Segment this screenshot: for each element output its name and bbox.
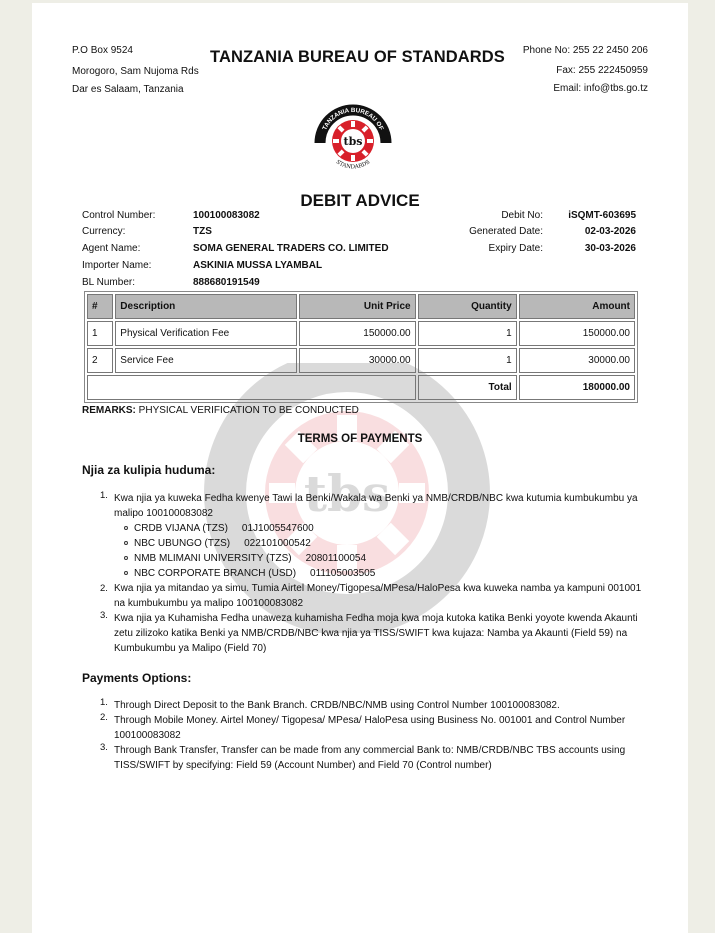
agent-name-value: SOMA GENERAL TRADERS CO. LIMITED bbox=[193, 243, 389, 254]
row-amount: 30000.00 bbox=[519, 348, 635, 373]
tbs-logo-icon bbox=[314, 101, 392, 173]
address-street: Morogoro, Sam Nujoma Rds bbox=[72, 66, 199, 77]
remarks-label: REMARKS: bbox=[82, 405, 136, 416]
address-po-box: P.O Box 9524 bbox=[72, 45, 133, 56]
bank-account-item bbox=[124, 551, 652, 566]
bank-account-item bbox=[124, 521, 652, 536]
row-quantity: 1 bbox=[418, 348, 517, 373]
remarks-text: PHYSICAL VERIFICATION TO BE CONDUCTED bbox=[138, 405, 359, 416]
generated-date-label: Generated Date: bbox=[469, 226, 543, 237]
list-number: 3. bbox=[100, 742, 108, 753]
bank-account-number: 01J1005547600 bbox=[241, 523, 314, 534]
importer-name-value: ASKINIA MUSSA LYAMBAL bbox=[193, 260, 323, 271]
agent-name-label: Agent Name: bbox=[82, 243, 141, 254]
payment-options-heading: Payments Options: bbox=[82, 671, 192, 685]
bank-account-number: 011105003505 bbox=[310, 568, 376, 579]
circle-bullet-icon bbox=[124, 541, 128, 545]
row-unit-price: 30000.00 bbox=[299, 348, 415, 373]
table-row bbox=[87, 321, 635, 346]
option-item-1 bbox=[92, 698, 652, 713]
bl-number-label: BL Number: bbox=[82, 277, 135, 288]
table-row bbox=[87, 348, 635, 373]
bl-number-value: 888680191549 bbox=[193, 277, 260, 288]
expiry-date-value: 30-03-2026 bbox=[584, 243, 636, 254]
control-number-label: Control Number: bbox=[82, 210, 156, 221]
contact-email: Email: info@tbs.go.tz bbox=[553, 83, 648, 94]
currency-value: TZS bbox=[193, 226, 212, 237]
row-unit-price: 150000.00 bbox=[299, 321, 415, 346]
row-amount: 150000.00 bbox=[519, 321, 635, 346]
column-header-amount: Amount bbox=[519, 294, 635, 319]
circle-bullet-icon bbox=[124, 571, 128, 575]
swahili-item-2 bbox=[92, 581, 652, 611]
organization-name: TANZANIA BUREAU OF STANDARDS bbox=[210, 48, 505, 66]
svg-text:tbs: tbs bbox=[303, 464, 391, 523]
debit-no-value: iSQMT-603695 bbox=[568, 210, 636, 221]
circle-bullet-icon bbox=[124, 526, 128, 530]
currency-label: Currency: bbox=[82, 226, 126, 237]
row-description: Service Fee bbox=[115, 348, 297, 373]
swahili-payment-list bbox=[92, 491, 652, 656]
bank-account-item bbox=[124, 566, 652, 581]
swahili-item-1 bbox=[92, 491, 652, 521]
bank-name: NMB MLIMANI UNIVERSITY (TZS) bbox=[134, 553, 292, 564]
debit-advice-page bbox=[32, 3, 688, 933]
total-value: 180000.00 bbox=[519, 375, 635, 400]
logo-center-text: tbs bbox=[343, 135, 363, 148]
list-text: Kwa njia ya mitandao ya simu. Tumia Airtel Money/Tigopesa/MPesa/HaloPesa kwa kuweka namba ya kampuni 001001 na kumbukumbu ya malipo 100100083082 bbox=[114, 583, 642, 609]
column-header-description: Description bbox=[115, 294, 297, 319]
contact-fax: Fax: 255 222450959 bbox=[556, 65, 648, 76]
column-header-number: # bbox=[87, 294, 113, 319]
list-number: 2. bbox=[100, 583, 108, 594]
circle-bullet-icon bbox=[124, 556, 128, 560]
column-header-unit-price: Unit Price bbox=[299, 294, 415, 319]
list-text: Through Direct Deposit to the Bank Branch. CRDB/NBC/NMB using Control Number 100100083082. bbox=[114, 700, 560, 711]
row-number: 2 bbox=[87, 348, 113, 373]
importer-name-label: Importer Name: bbox=[82, 260, 152, 271]
swahili-payment-heading: Njia za kulipia huduma: bbox=[82, 463, 216, 477]
bank-name: NBC UBUNGO (TZS) bbox=[134, 538, 231, 549]
total-label: Total bbox=[418, 375, 517, 400]
option-item-3 bbox=[92, 743, 652, 773]
bank-account-number: 20801100054 bbox=[305, 553, 367, 564]
row-quantity: 1 bbox=[418, 321, 517, 346]
option-item-2 bbox=[92, 713, 652, 743]
total-row-spacer bbox=[87, 375, 416, 400]
bank-accounts-list bbox=[92, 521, 652, 581]
remarks bbox=[82, 405, 359, 416]
list-text: Kwa njia ya Kuhamisha Fedha unaweza kuhamisha Fedha moja kwa moja kutoka katika Benki yoyote kwenda Akaunti zetu zilizoko katika Benki ya NMB/CRDB/NBC kwa njia ya TISS/SWIFT kwa kujaza: Namba ya Akaunti (Field 59) na Kumbukumbu ya Malipo (Field 70) bbox=[114, 613, 638, 654]
logo-ring-text: TANZANIA BUREAU OF bbox=[321, 106, 385, 132]
list-text: Kwa njia ya kuweka Fedha kwenye Tawi la Benki/Wakala wa Benki ya NMB/CRDB/NBC kwa kutumia kumbukumbu ya malipo 100100083082 bbox=[114, 493, 638, 519]
expiry-date-label: Expiry Date: bbox=[488, 243, 543, 254]
bank-name: NBC CORPORATE BRANCH (USD) bbox=[134, 568, 297, 579]
address-city: Dar es Salaam, Tanzania bbox=[72, 84, 184, 95]
table-total-row bbox=[87, 375, 635, 400]
list-text: Through Mobile Money. Airtel Money/ Tigopesa/ MPesa/ HaloPesa using Business No. 001001 and Control Number 100100083082 bbox=[114, 715, 626, 741]
column-header-quantity: Quantity bbox=[418, 294, 517, 319]
swahili-item-3 bbox=[92, 611, 652, 656]
document-title: DEBIT ADVICE bbox=[300, 191, 420, 210]
generated-date-value: 02-03-2026 bbox=[584, 226, 636, 237]
debit-no-label: Debit No: bbox=[501, 210, 543, 221]
list-number: 1. bbox=[100, 490, 108, 501]
list-number: 3. bbox=[100, 610, 108, 621]
control-number-value: 100100083082 bbox=[193, 210, 260, 221]
contact-phone: Phone No: 255 22 2450 206 bbox=[522, 45, 648, 56]
row-description: Physical Verification Fee bbox=[115, 321, 297, 346]
bank-name: CRDB VIJANA (TZS) bbox=[134, 523, 228, 534]
bank-account-item bbox=[124, 536, 652, 551]
payment-options-list bbox=[92, 698, 652, 773]
bank-account-number: 022101000542 bbox=[244, 538, 311, 549]
logo-bottom-text: STANDARDS bbox=[334, 159, 372, 171]
table-header-row bbox=[87, 294, 635, 319]
list-text: Through Bank Transfer, Transfer can be made from any commercial Bank to: NMB/CRDB/NBC TBS accounts using TISS/SWIFT by specifying: Field 59 (Account Number) and Field 70 (Control number) bbox=[114, 745, 626, 771]
list-number: 2. bbox=[100, 712, 108, 723]
terms-title: TERMS OF PAYMENTS bbox=[297, 433, 423, 445]
fee-items-table bbox=[84, 291, 638, 403]
row-number: 1 bbox=[87, 321, 113, 346]
list-number: 1. bbox=[100, 697, 108, 708]
